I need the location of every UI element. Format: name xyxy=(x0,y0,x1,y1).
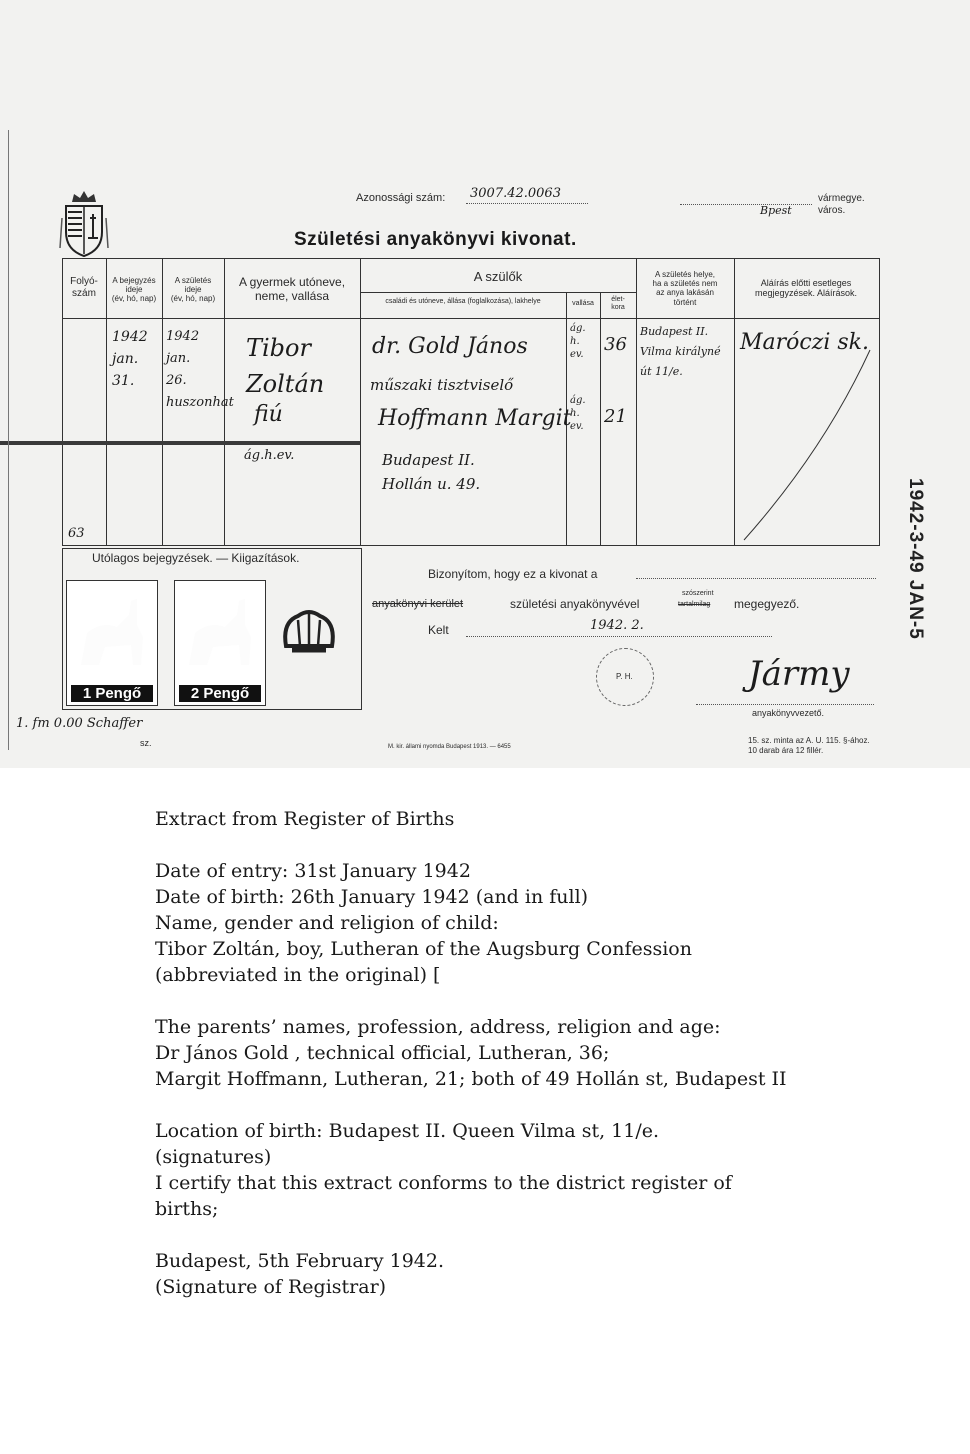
seal-text: P. H. xyxy=(616,672,633,681)
entry-address: Budapest II. Hollán u. 49. xyxy=(382,451,481,493)
col-folyo: Folyó- szám xyxy=(70,276,98,299)
certify-end: megegyező. xyxy=(734,597,800,611)
translation-certify-2: births; xyxy=(155,1198,219,1220)
cancel-stroke xyxy=(734,330,878,546)
coat-of-arms-icon xyxy=(58,188,110,258)
col-szulok-sub: családi és utóneve, állása (foglalkozása), lakhelye xyxy=(385,298,541,305)
entry-religion-mother: ág. h. ev. xyxy=(570,395,586,432)
crown-emboss-icon xyxy=(278,606,340,664)
col-szulok: A szülők xyxy=(473,269,523,284)
translation-date: Budapest, 5th February 1942. xyxy=(155,1250,445,1272)
certify-small-bottom: tartalmilag xyxy=(678,601,711,608)
entry-szuletes: 1942 jan. 26. huszonhat xyxy=(166,329,234,410)
certify-small-top: szószerint xyxy=(682,590,714,597)
entry-father: dr. Gold János xyxy=(372,334,528,359)
footer-left: sz. xyxy=(140,738,152,748)
col-gyermek: A gyermek utóneve, neme, vallása xyxy=(238,275,346,303)
kelt-label: Kelt xyxy=(428,623,449,637)
entry-child-name: Tibor Zoltán xyxy=(246,334,325,398)
certify-struck-text: anyakönyvi kerület xyxy=(372,598,464,610)
translation-entry-date: Date of entry: 31st January 1942 xyxy=(155,860,471,882)
col-eletkora: élet- kora xyxy=(611,296,625,312)
document-title: Születési anyakönyvi kivonat. xyxy=(294,229,577,250)
entry-age-father: 36 xyxy=(604,334,627,355)
translation-child-label: Name, gender and religion of child: xyxy=(155,912,499,934)
translation-birth-date: Date of birth: 26th January 1942 (and in full) xyxy=(155,886,589,908)
english-translation xyxy=(155,806,935,1300)
col-szuletes: A születés ideje (év, hó, nap) xyxy=(170,276,216,304)
col-bejegyzes: A bejegyzés ideje (év, hó, nap) xyxy=(111,276,157,304)
translation-child-value: Tibor Zoltán, boy, Lutheran of the Augsburg Confession xyxy=(155,938,692,960)
col-vallasa: vallása xyxy=(572,300,594,307)
translation-location: Location of birth: Budapest II. Queen Vilma st, 11/e. xyxy=(155,1120,660,1142)
id-label: Azonossági szám: xyxy=(356,192,446,204)
translation-father: Dr János Gold , technical official, Lutheran, 36; xyxy=(155,1042,610,1064)
certify-text-2: születési anyakönyvével xyxy=(510,597,640,611)
entry-child-sex: fiú xyxy=(254,402,283,427)
col-alairas: Aláírás előtti esetleges megjegyzések. Aláírások. xyxy=(754,278,858,299)
col-hely: A születés helye, ha a születés nem az anya lakásán történt xyxy=(652,270,718,307)
city-label: város. xyxy=(818,205,846,216)
entry-father-job: műszaki tisztviselő xyxy=(370,376,514,394)
translation-registrar: (Signature of Registrar) xyxy=(155,1276,387,1298)
entry-mother: Hoffmann Margit xyxy=(378,406,572,431)
entry-folyo-num: 63 xyxy=(68,526,85,541)
translation-title: Extract from Register of Births xyxy=(155,808,455,830)
entry-bejegyzes: 1942 jan. 31. xyxy=(112,329,148,389)
translation-mother: Margit Hoffmann, Lutheran, 21; both of 49 Hollán st, Budapest II xyxy=(155,1068,787,1090)
translation-certify-1: I certify that this extract conforms to the district register of xyxy=(155,1172,732,1194)
revenue-stamp-1-pengo: BUDAPEST SZÉKES- FŐVÁROS 1 Pengő xyxy=(66,580,158,706)
entry-child-religion: ág.h.ev. xyxy=(244,448,295,463)
footer-left-handwriting: 1. fm 0.00 Schaffer xyxy=(16,716,143,731)
translation-child-note: (abbreviated in the original) [ xyxy=(155,964,441,986)
registrar-label: anyakönyvvezető. xyxy=(752,708,825,718)
id-value: 3007.42.0063 xyxy=(470,186,561,201)
translation-signatures: (signatures) xyxy=(155,1146,272,1168)
footer-right: 15. sz. minta az A. U. 115. §-ához. 10 darab ára 12 fillér. xyxy=(748,736,870,755)
city-handwritten: Bpest xyxy=(760,204,792,217)
kelt-value: 1942. 2. xyxy=(590,618,644,633)
registrar-signature: Jármy xyxy=(748,654,850,694)
revenue-stamp-2-pengo: BUDAPEST SZÉKES- FŐVÁROS 2 Pengő xyxy=(174,580,266,706)
entry-place: Budapest II. Vilma királyné út 11/e. xyxy=(640,325,721,378)
entry-signature: Maróczi sk. xyxy=(740,330,869,355)
side-date-stamp: 1942-3-49 JAN-5 xyxy=(905,478,926,640)
entry-religion-father: ág. h. ev. xyxy=(570,323,586,360)
footer-print: M. kir. állami nyomda Budapest 1913. — 6455 xyxy=(388,744,511,750)
translation-parents-label: The parents’ names, profession, address, religion and age: xyxy=(155,1016,721,1038)
later-entries-label: Utólagos bejegyzések. — Kiigazítások. xyxy=(92,551,300,565)
county-label: vármegye. xyxy=(818,193,865,204)
entry-age-mother: 21 xyxy=(604,406,627,427)
certify-text: Bizonyítom, hogy ez a kivonat a xyxy=(428,567,598,581)
